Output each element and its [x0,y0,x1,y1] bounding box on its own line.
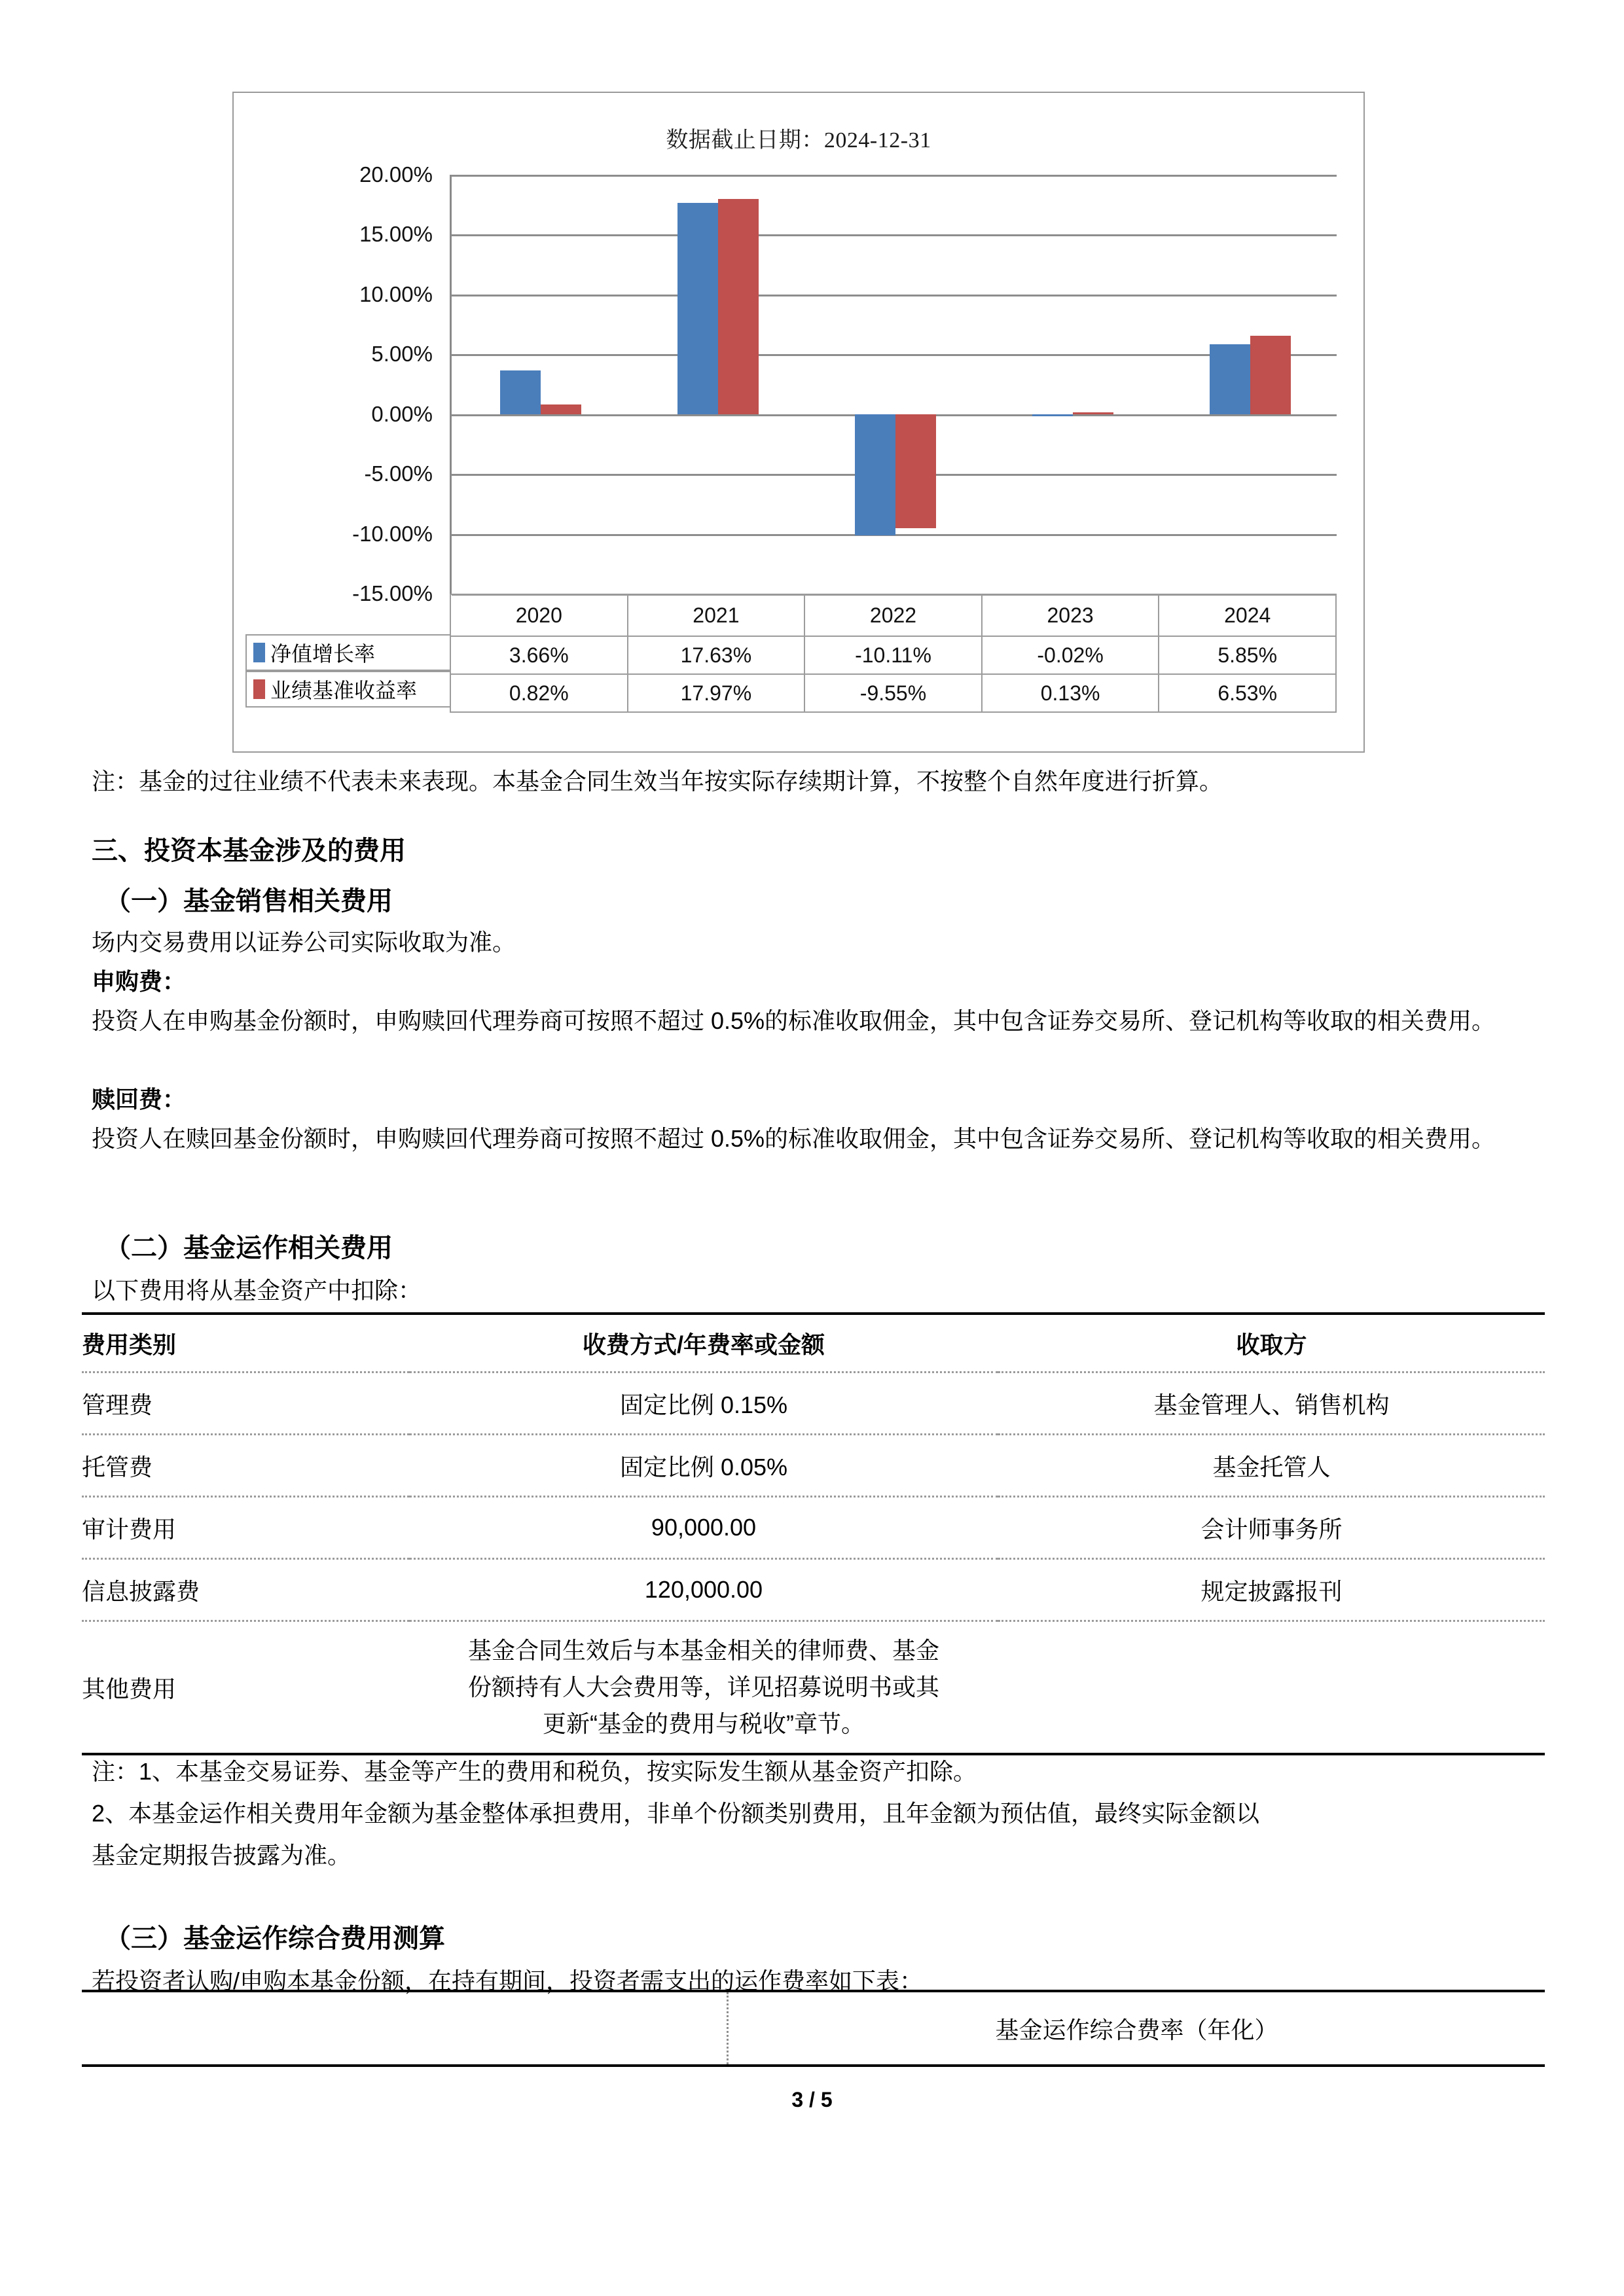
fee-cell-category: 审计费用 [82,1497,409,1559]
page-footer: 3 / 5 [791,2088,833,2111]
chart-table-value-cell: 6.53% [1159,674,1336,712]
bar-group [452,175,629,594]
performance-chart [232,92,1365,753]
chart-bar [1250,336,1291,414]
fee-cell-method: 固定比例 0.15% [409,1372,998,1435]
chart-legend-netvalue [245,634,450,671]
legend-label-benchmark: 业绩基准收益率 [270,679,418,702]
chart-table-row [450,636,1336,674]
fee-cell-method [409,1621,998,1755]
bar-group [1161,175,1339,594]
chart-data-table [450,594,1337,713]
fee-table [82,1312,1545,1755]
chart-bar [1032,414,1073,416]
chart-table-year-cell: 2021 [628,594,805,636]
calc-header-left [82,1991,728,2066]
chart-plot-wrapper [234,162,1366,605]
operation-fee-intro: 以下费用将从基金资产中扣除： [92,1277,422,1304]
chart-table-value-cell: 0.13% [982,674,1159,712]
y-axis-tick: 5.00% [371,342,433,367]
chart-table-year-cell: 2023 [982,594,1159,636]
fee-cell-method: 120,000.00 [409,1559,998,1621]
chart-bar [895,414,936,529]
chart-table-value-cell: 17.63% [628,636,805,674]
fee-cell-method: 固定比例 0.05% [409,1435,998,1497]
bars-layer [452,175,1337,594]
chart-table-year-row [450,594,1336,636]
fee-cell-method: 90,000.00 [409,1497,998,1559]
calc-table-header-row [82,1991,1545,2066]
fee-cell-category: 其他费用 [82,1621,409,1755]
fee-table-row [82,1435,1545,1497]
y-axis-tick: -10.00% [352,521,433,546]
bar-group [806,175,984,594]
chart-table-value-cell: 0.82% [450,674,628,712]
fee-table-row [82,1497,1545,1559]
fee-note-2a: 2、本基金运作相关费用年金额为基金整体承担费用，非单个份额类别费用，且年金额为预估值，最终实际金额以 [92,1800,1260,1827]
chart-title: 数据截止日期：2024-12-31 [666,128,931,152]
y-axis-tick: 15.00% [359,222,433,247]
redemption-fee-label: 赎回费： [92,1086,187,1113]
chart-table-value-cell: 5.85% [1159,636,1336,674]
fee-table-row [82,1559,1545,1621]
chart-bar [1210,344,1250,414]
chart-table-row [450,674,1336,712]
fee-header-method: 收费方式/年费率或金额 [409,1314,998,1372]
chart-table-year-cell: 2024 [1159,594,1336,636]
fee-detail-line: 更新“基金的费用与税收”章节。 [543,1710,865,1737]
y-axis-tick: -5.00% [364,461,433,486]
fee-cell-receiver [998,1621,1545,1755]
fee-cell-category: 托管费 [82,1435,409,1497]
fee-table-row-other [82,1621,1545,1755]
legend-swatch-red-icon [253,679,265,699]
chart-table-value-cell: -10.11% [804,636,982,674]
fee-table-header-row [82,1314,1545,1372]
comprehensive-fee-table [82,1990,1545,2067]
chart-table-year-cell: 2022 [804,594,982,636]
legend-label-netvalue: 净值增长率 [270,642,376,666]
fee-cell-receiver: 基金管理人、销售机构 [998,1372,1545,1435]
fee-cell-receiver: 基金托管人 [998,1435,1545,1497]
chart-bar [500,370,541,414]
fee-table-row [82,1372,1545,1435]
y-axis [234,162,442,605]
subsection-heading-3: （三）基金运作综合费用测算 [105,1924,445,1953]
fee-cell-category: 信息披露费 [82,1559,409,1621]
chart-bar [677,203,718,414]
fee-header-receiver: 收取方 [998,1314,1545,1372]
chart-legend-benchmark [245,671,450,708]
fee-note-1: 注：1、本基金交易证券、基金等产生的费用和税负，按实际发生额从基金资产扣除。 [92,1758,977,1785]
bar-group [984,175,1161,594]
plot-area [450,175,1337,594]
y-axis-tick: 20.00% [359,162,433,187]
fee-note-2b: 基金定期报告披露为准。 [92,1842,352,1869]
y-axis-tick: 10.00% [359,281,433,306]
chart-table-value-cell: -9.55% [804,674,982,712]
fee-cell-receiver: 规定披露报刊 [998,1559,1545,1621]
fee-cell-category: 管理费 [82,1372,409,1435]
sales-fee-intro: 场内交易费用以证券公司实际收取为准。 [92,929,516,956]
chart-bar [1073,412,1113,414]
subscription-fee-label: 申购费： [92,968,187,995]
chart-table-year-cell: 2020 [450,594,628,636]
chart-note: 注：基金的过往业绩不代表未来表现。本基金合同生效当年按实际存续期计算，不按整个自然年度进行折算。 [92,768,1223,795]
fee-header-category: 费用类别 [82,1314,409,1372]
fee-detail-line: 基金合同生效后与本基金相关的律师费、基金 [467,1637,939,1664]
legend-swatch-blue-icon [253,643,265,662]
chart-bar [541,404,581,414]
fee-detail-line: 份额持有人大会费用等，详见招募说明书或其 [467,1674,939,1701]
y-axis-tick: -15.00% [352,581,433,605]
chart-bar [718,199,759,414]
redemption-fee-text: 投资人在赎回基金份额时，申购赎回代理券商可按照不超过 0.5%的标准收取佣金，其中包含证券交易所、登记机构等收取的相关费用。 [92,1125,1496,1152]
y-axis-tick: 0.00% [371,401,433,426]
fee-cell-receiver: 会计师事务所 [998,1497,1545,1559]
subsection-heading-1: （一）基金销售相关费用 [105,887,393,916]
calc-header-right: 基金运作综合费率（年化） [728,1991,1545,2066]
chart-bar [855,414,895,535]
subsection-heading-2: （二）基金运作相关费用 [105,1234,393,1263]
bar-group [629,175,806,594]
chart-table-value-cell: 17.97% [628,674,805,712]
chart-table-value-cell: 3.66% [450,636,628,674]
calc-intro: 若投资者认购/申购本基金份额，在持有期间，投资者需支出的运作费率如下表： [92,1967,924,1994]
section-heading-3: 三、投资本基金涉及的费用 [92,836,406,865]
subscription-fee-text: 投资人在申购基金份额时，申购赎回代理券商可按照不超过 0.5%的标准收取佣金，其中包含证券交易所、登记机构等收取的相关费用。 [92,1007,1496,1034]
chart-table-value-cell: -0.02% [982,636,1159,674]
